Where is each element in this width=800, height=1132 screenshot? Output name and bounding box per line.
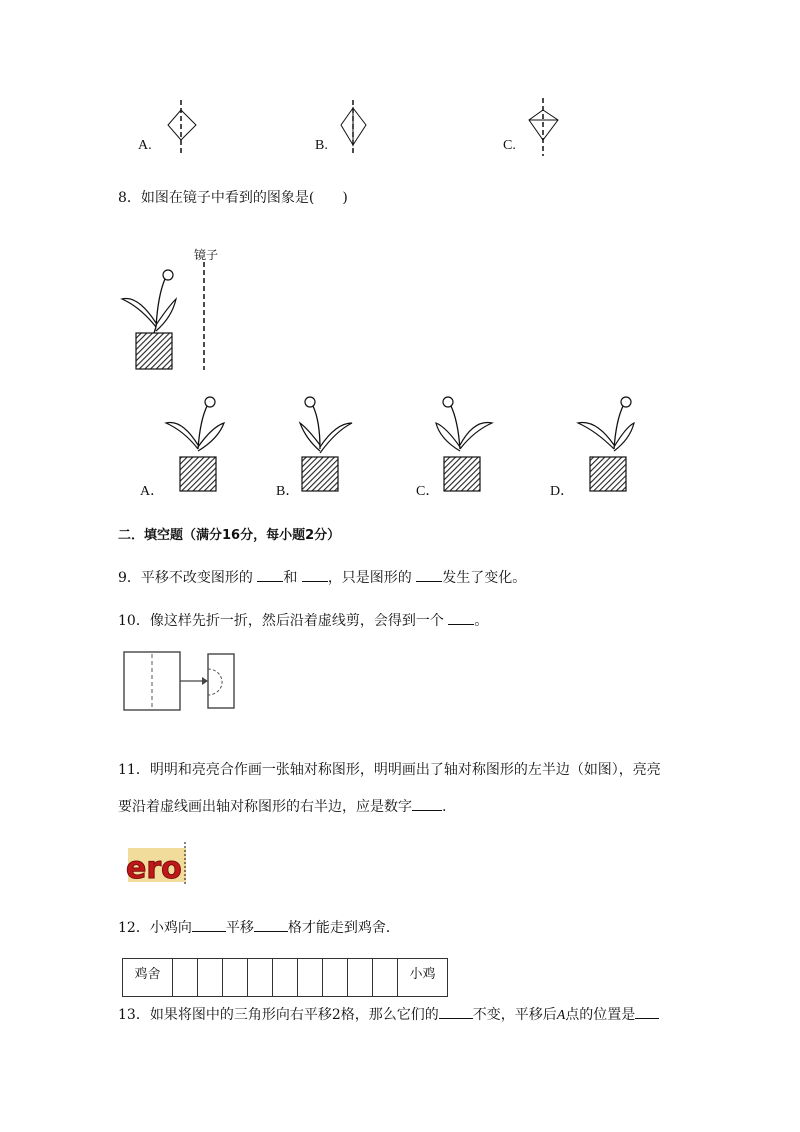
q12-cell xyxy=(173,959,198,997)
q12-cell-chick: 小鸡 xyxy=(398,959,448,997)
q9-blank-3[interactable] xyxy=(416,567,442,582)
q9-blank-1[interactable] xyxy=(257,567,283,582)
q13-blank-2[interactable] xyxy=(635,1004,659,1019)
q8-stem-text: 8．如图在镜子中看到的图象是 xyxy=(118,190,309,206)
q13-blank-1[interactable] xyxy=(439,1004,473,1019)
q8-option-b-label[interactable]: B． xyxy=(276,484,300,499)
q12-grid-row xyxy=(123,959,448,997)
q12-blank-steps[interactable] xyxy=(254,917,288,932)
q10-text-2: 。 xyxy=(474,613,489,629)
q8-answer-paren[interactable]: ( ) xyxy=(308,190,348,206)
q9-blank-2[interactable] xyxy=(302,567,328,582)
q12-text-2: 平移 xyxy=(225,920,254,936)
q9-text-4: 发生了变化。 xyxy=(442,570,527,586)
q8-option-d-plant xyxy=(572,393,642,493)
q8-stem xyxy=(118,188,348,208)
q9-text-3: ，只是图形的 xyxy=(327,570,417,586)
q12-cell xyxy=(323,959,348,997)
q11-line-2 xyxy=(118,796,446,817)
q12 xyxy=(118,917,400,938)
q9-text-1: 9．平移不改变图形的 xyxy=(118,570,258,586)
q11-text-2: . xyxy=(442,799,447,815)
q8-option-c-plant xyxy=(434,393,504,493)
q9-text-2: 和 xyxy=(283,570,302,586)
q10-blank[interactable] xyxy=(448,610,474,625)
q8-original-plant xyxy=(118,265,188,373)
q13-text-3: 点的位置是 xyxy=(565,1007,636,1023)
q12-grid xyxy=(122,958,448,997)
q11-line-1: 11．明明和亮亮合作画一张轴对称图形，明明画出了轴对称图形的左半边（如图），亮亮 xyxy=(118,762,661,778)
q8-option-d-label[interactable]: D． xyxy=(550,484,575,499)
q12-cell-coop: 鸡舍 xyxy=(123,959,173,997)
q10-fold-cut-figure xyxy=(122,650,242,712)
q13-text-2: 不变，平移后 xyxy=(472,1007,557,1023)
q13 xyxy=(118,1004,659,1026)
q13-var-a: A xyxy=(556,1008,566,1023)
q11-half-figure xyxy=(122,836,188,886)
q7-option-b-label[interactable]: B. xyxy=(315,138,328,153)
q7-option-a-label[interactable]: A. xyxy=(138,138,152,153)
q8-option-c-label[interactable]: C． xyxy=(416,484,440,499)
q7-option-c-figure xyxy=(524,98,569,156)
q11-blank[interactable] xyxy=(412,796,442,811)
q12-text-1: 12．小鸡向 xyxy=(118,920,192,936)
q12-cell xyxy=(223,959,248,997)
q7-options xyxy=(0,90,800,160)
q8-option-a-plant xyxy=(160,393,230,493)
q11-text-1: 要沿着虚线画出轴对称图形的右半边，应是数字 xyxy=(118,799,412,815)
q7-option-c-label[interactable]: C. xyxy=(503,138,516,153)
q12-cell xyxy=(273,959,298,997)
q12-cell xyxy=(248,959,273,997)
q8-option-a-label[interactable]: A． xyxy=(140,484,165,499)
q12-text-3: 格才能走到鸡舍． xyxy=(287,920,400,936)
q12-blank-direction[interactable] xyxy=(192,917,226,932)
q12-cell xyxy=(198,959,223,997)
q8-option-b-plant xyxy=(296,393,366,493)
q12-cell xyxy=(373,959,398,997)
q10-text-1: 10．像这样先折一折，然后沿着虚线剪，会得到一个 xyxy=(118,613,449,629)
q10 xyxy=(118,610,488,631)
q8-mirror-label: 镜子 xyxy=(194,248,219,262)
q12-cell xyxy=(348,959,373,997)
svg-text:ero: ero xyxy=(126,851,182,886)
q7-option-b-figure xyxy=(336,100,381,155)
q7-option-a-figure xyxy=(160,100,205,155)
q12-cell xyxy=(298,959,323,997)
q9 xyxy=(118,567,526,588)
section-2-title: 二．填空题（满分16分，每小题2分） xyxy=(118,528,341,543)
q8-mirror-line xyxy=(200,262,208,370)
q13-text-1: 13．如果将图中的三角形向右平移2格，那么它们的 xyxy=(118,1007,439,1023)
